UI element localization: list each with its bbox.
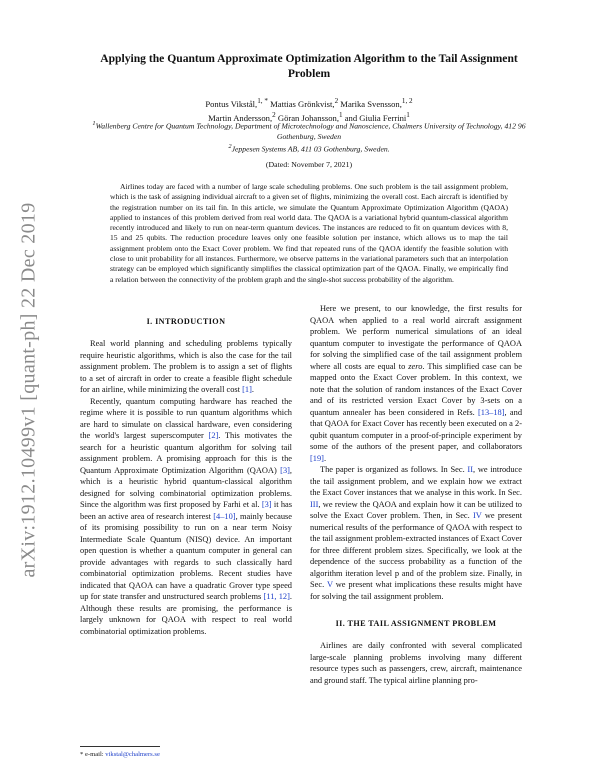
citation-link[interactable]: [4–10] [213,511,236,521]
section-link[interactable]: II [467,465,473,474]
citation-link[interactable]: [2] [208,431,219,440]
citation-link[interactable]: [3] [261,500,272,509]
text: it has been an active area of research interest [80,500,292,521]
left-column [80,338,292,637]
text: . [251,385,254,394]
emphasis: zero [408,361,423,371]
section-link[interactable]: III [310,499,319,509]
text: , we review the QAOA and explain how it can be utilized to solve the Exact Cover problem. Then, in Sec. [310,499,522,520]
affil-number: 1 [92,120,96,127]
footnote [80,751,160,758]
section-heading-tail-assignment: II. THE TAIL ASSIGNMENT PROBLEM [335,619,497,628]
paragraph [80,396,292,638]
dated-line: (Dated: November 7, 2021) [265,160,353,169]
author-affil-mark: 1 [338,111,343,120]
arxiv-stamp [14,180,44,600]
section-link[interactable]: IV [472,511,482,520]
author: Göran Johansson, [277,113,339,124]
footnote-label: * e-mail: [80,751,104,758]
text: , and that QAOA for Exact Cover has recently been executed on a 2-qubit quantum computer in a proof-of-principle experiment by some of the authors of the present paper, and collaborators [310,407,523,451]
author: Pontus Vikstål, [205,98,258,109]
text: . Although these results are promising, the performance is largely unknown for QAOA with respect to real world combinatorial optimization problems. [80,592,292,636]
author: Marika Svensson, [340,98,402,109]
paragraph [80,338,292,396]
section-link[interactable]: V [326,580,333,589]
text: . [323,453,327,463]
citation-link[interactable]: [19] [310,453,324,463]
citation-link[interactable]: [3] [280,465,290,475]
right-column [310,303,522,602]
citation-link[interactable]: [13–18] [478,407,505,417]
author-affil-mark: 2 [334,97,339,105]
citation-link[interactable]: [1] [242,385,252,394]
text: we present what implications these results might have for solving the tail assignment problem. [310,580,523,601]
section-heading-introduction: I. INTRODUCTION [146,317,226,326]
author-affil-mark: 1, 2 [401,97,413,105]
paragraph [310,303,522,464]
footnote-rule [80,746,160,747]
affiliation-1: Wallenberg Centre for Quantum Technology, Department of Microtechnology and Nanoscience, Chalmers University of Technology, 412 96 Gothenburg, Sweden [95,121,526,141]
citation-link[interactable]: [11, 12] [263,592,290,601]
author: and Giulia Ferrini [344,113,407,124]
paragraph [310,464,522,602]
paragraph: Airlines are daily confronted with several complicated large-scale planning problems involving many different resource types such as passengers, crew, aircraft, maintenance and ground staff. The typical airline planning pro- [310,641,522,685]
author: Mattias Grönkvist, [270,98,335,109]
affiliation-2: Jeppesen Systems AB, 411 03 Gothenburg, Sweden. [231,144,390,154]
author-affil-mark: 2 [272,111,276,120]
text: Here we present, to our knowledge, the first results for QAOA when applied to a real world aircraft assignment problem. We perform numerical simulations of an ideal quantum computer to investigate the performance of QAOA for solving the simplified case of the tail assignment problem where all costs are equal to [310,304,522,371]
text: , which is a heuristic hybrid quantum-classical algorithm designed for solving combinatorial optimization problems. Since the algorithm was first proposed by Farhi et al. [80,465,293,509]
author-affil-mark: 1 [406,111,410,120]
right-column-continued [310,640,522,686]
text: . This simplified case can be mapped onto the Exact Cover problem. In this context, we note that the solution of random instances of the Exact Cover and of its restricted version Exact Cover by 3-sets on a quantum annealer has been considered in Refs. [310,361,523,417]
text: , mainly because of its promising possibility to run on a near term Noisy Intermediate Scale Quantum (NISQ) device. An important open question is whether a quantum computer in general can provide advantages with regards to such classically hard combinatorial optimization problems. Recent studies have indicated that QAOA can have a quadratic Grover type speed up for state transfer and unstructured search problems [80,511,293,601]
text: , we introduce the tail assignment problem, and we explain how we extract the Exact Cover instances that we analyse in this work. In Sec. [310,465,522,497]
abstract: Airlines today are faced with a number of large scale scheduling problems. One such problem is the tail assignment problem, which is the task of assigning individual aircraft to a given set of flights, minimizing the overall cost. Each aircraft is identified by the registration number on its tail fin. In this article, we simulate the Quantum Approximate Optimization Algorithm (QAOA) applied to instances of this problem derived from real world data. The QAOA is a variational hybrid quantum-classical algorithm recently introduced and likely to run on near-term quantum devices. The instances are reduced to fit on quantum devices with 8, 15 and 25 qubits. The reduction procedure leaves only one feasible solution per instance, which allows us to map the tail assignment problem onto the Exact Cover problem. We find that repeated runs of the QAOA identify the feasible solution with close to unit probability for all instances. Furthermore, we observe patterns in the variational parameters such that an interpolation strategy can be employed which significantly simplifies the classical optimization part of the QAOA. Finally, we empirically find a relation between the connectivity of the problem graph and the single-shot success probability of the algorithm. [110,182,508,284]
author-affil-mark: 1, * [257,97,268,105]
text: Real world planning and scheduling problems typically require heuristic algorithms, which is also the case for the tail assignment problem. The problem is to assign a set of flights to a set of aircraft in order to create a feasible flight schedule for an airline, while minimizing the overall cost [80,339,292,394]
arxiv-stamp-text: arXiv:1912.10499v1 [quant-ph] 22 Dec 2019 [17,202,40,578]
affil-number: 2 [228,143,232,151]
paper-title: Applying the Quantum Approximate Optimization Algorithm to the Tail Assignment Problem [100,52,518,80]
text: we present numerical results of the performance of QAOA with respect to the tail assignment problem-extracted instances of Exact Cover for three different problem sizes. Specifically, we look at the dependence of the success probability as a function of the algorithm iteration level p and of the problem size. Finally, in Sec. [310,511,523,589]
text: The paper is organized as follows. In Sec. [320,465,465,474]
affiliations [80,119,538,155]
text: Recently, quantum computing hardware has reached the regime where it is possible to run quantum algorithms which are hard to simulate on classical hardware, even considering the world's largest superscomputer [80,396,292,440]
text: . This motivates the search for a heuristic quantum algorithm for solving tail assignment problem. A promising approach for this is the Quantum Approximate Optimization Algorithm (QAOA) [80,431,292,475]
email-link[interactable]: vikstal@chalmers.se [105,751,160,758]
author: Martin Andersson, [208,113,273,124]
